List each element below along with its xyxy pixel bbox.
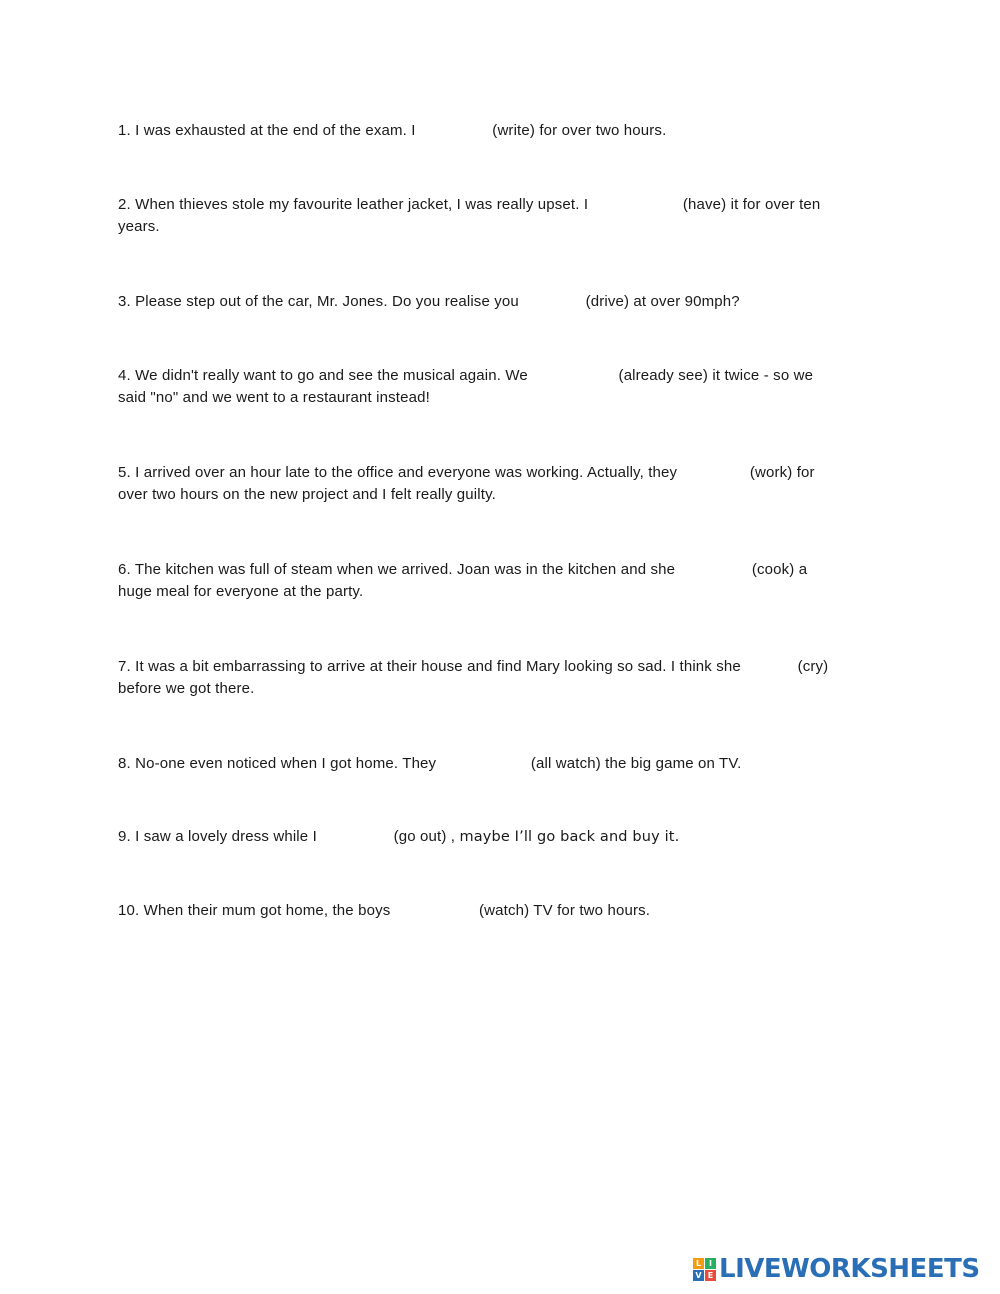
answer-blank[interactable] — [395, 900, 475, 919]
logo-text: LIVEWORKSHEETS — [719, 1254, 980, 1284]
exercise-number: 2. — [118, 196, 131, 213]
sentence-text: I saw a lovely dress while I — [135, 828, 317, 845]
exercise-6-line-1 — [118, 559, 807, 578]
verb-hint: (cook) a — [751, 561, 808, 578]
exercise-2-line-2 — [118, 218, 160, 235]
exercise-number: 3. — [118, 293, 131, 310]
verb-hint: (go out) , — [393, 828, 456, 845]
answer-blank[interactable] — [532, 365, 614, 384]
verb-hint: (have) it for over ten — [682, 196, 821, 213]
sentence-text: huge meal for everyone at the party. — [118, 583, 364, 600]
exercise-4-line-2 — [118, 389, 430, 406]
exercise-5-line-2 — [118, 486, 496, 503]
exercise-number: 4. — [118, 367, 131, 384]
logo-mark-letter: V — [693, 1270, 704, 1281]
exercise-2-line-1 — [118, 194, 820, 213]
answer-blank[interactable] — [680, 559, 748, 578]
sentence-text: No-one even noticed when I got home. They — [135, 755, 437, 772]
answer-blank[interactable] — [745, 656, 793, 675]
exercise-number: 1. — [118, 122, 131, 139]
sentence-text: years. — [118, 218, 160, 235]
verb-hint: (cry) — [797, 658, 829, 675]
sentence-text: said "no" and we went to a restaurant instead! — [118, 389, 430, 406]
answer-blank[interactable] — [523, 291, 581, 310]
exercise-4-line-1 — [118, 365, 813, 384]
answer-blank[interactable] — [321, 826, 389, 845]
sentence-text: When their mum got home, the boys — [143, 902, 391, 919]
logo-mark-letter: I — [705, 1258, 716, 1269]
exercise-3-line-1 — [118, 291, 740, 310]
sentence-text: We didn't really want to go and see the musical again. We — [135, 367, 528, 384]
exercise-7-line-1 — [118, 656, 828, 675]
exercise-number: 8. — [118, 755, 131, 772]
verb-hint: (drive) at over 90mph? — [585, 293, 740, 310]
sentence-tail: maybe I’ll go back and buy it. — [459, 829, 680, 845]
exercise-1-line-1 — [118, 120, 666, 139]
answer-blank[interactable] — [682, 462, 746, 481]
exercise-number: 9. — [118, 828, 131, 845]
sentence-text: I arrived over an hour late to the office and everyone was working. Actually, they — [135, 464, 678, 481]
sentence-text: Please step out of the car, Mr. Jones. Do you realise you — [135, 293, 519, 310]
exercise-number: 5. — [118, 464, 131, 481]
sentence-text: I was exhausted at the end of the exam. I — [135, 122, 416, 139]
exercise-8-line-1 — [118, 753, 741, 772]
exercise-number: 7. — [118, 658, 131, 675]
sentence-text: The kitchen was full of steam when we arrived. Joan was in the kitchen and she — [134, 561, 676, 578]
exercise-6-line-2 — [118, 583, 363, 600]
exercise-5-line-1 — [118, 462, 815, 481]
sentence-text: before we got there. — [118, 680, 255, 697]
logo-mark-letter: E — [705, 1270, 716, 1281]
liveworksheets-logo — [693, 1256, 980, 1282]
exercise-10-line-1 — [118, 900, 650, 919]
exercise-9-line-1 — [118, 826, 679, 845]
exercise-number: 6. — [118, 561, 131, 578]
logo-mark-icon — [693, 1258, 716, 1281]
verb-hint: (work) for — [749, 464, 815, 481]
logo-mark-letter: L — [693, 1258, 704, 1269]
sentence-text: When thieves stole my favourite leather jacket, I was really upset. I — [135, 196, 589, 213]
verb-hint: (already see) it twice - so we — [618, 367, 814, 384]
verb-hint: (all watch) the big game on TV. — [530, 755, 742, 772]
answer-blank[interactable] — [441, 753, 527, 772]
exercise-number: 10. — [118, 902, 140, 919]
answer-blank[interactable] — [593, 194, 679, 213]
exercise-7-line-2 — [118, 680, 254, 697]
verb-hint: (watch) TV for two hours. — [479, 902, 651, 919]
sentence-text: It was a bit embarrassing to arrive at their house and find Mary looking so sad. I think she — [135, 658, 741, 675]
answer-blank[interactable] — [420, 120, 488, 139]
verb-hint: (write) for over two hours. — [492, 122, 667, 139]
sentence-text: over two hours on the new project and I felt really guilty. — [118, 486, 496, 503]
